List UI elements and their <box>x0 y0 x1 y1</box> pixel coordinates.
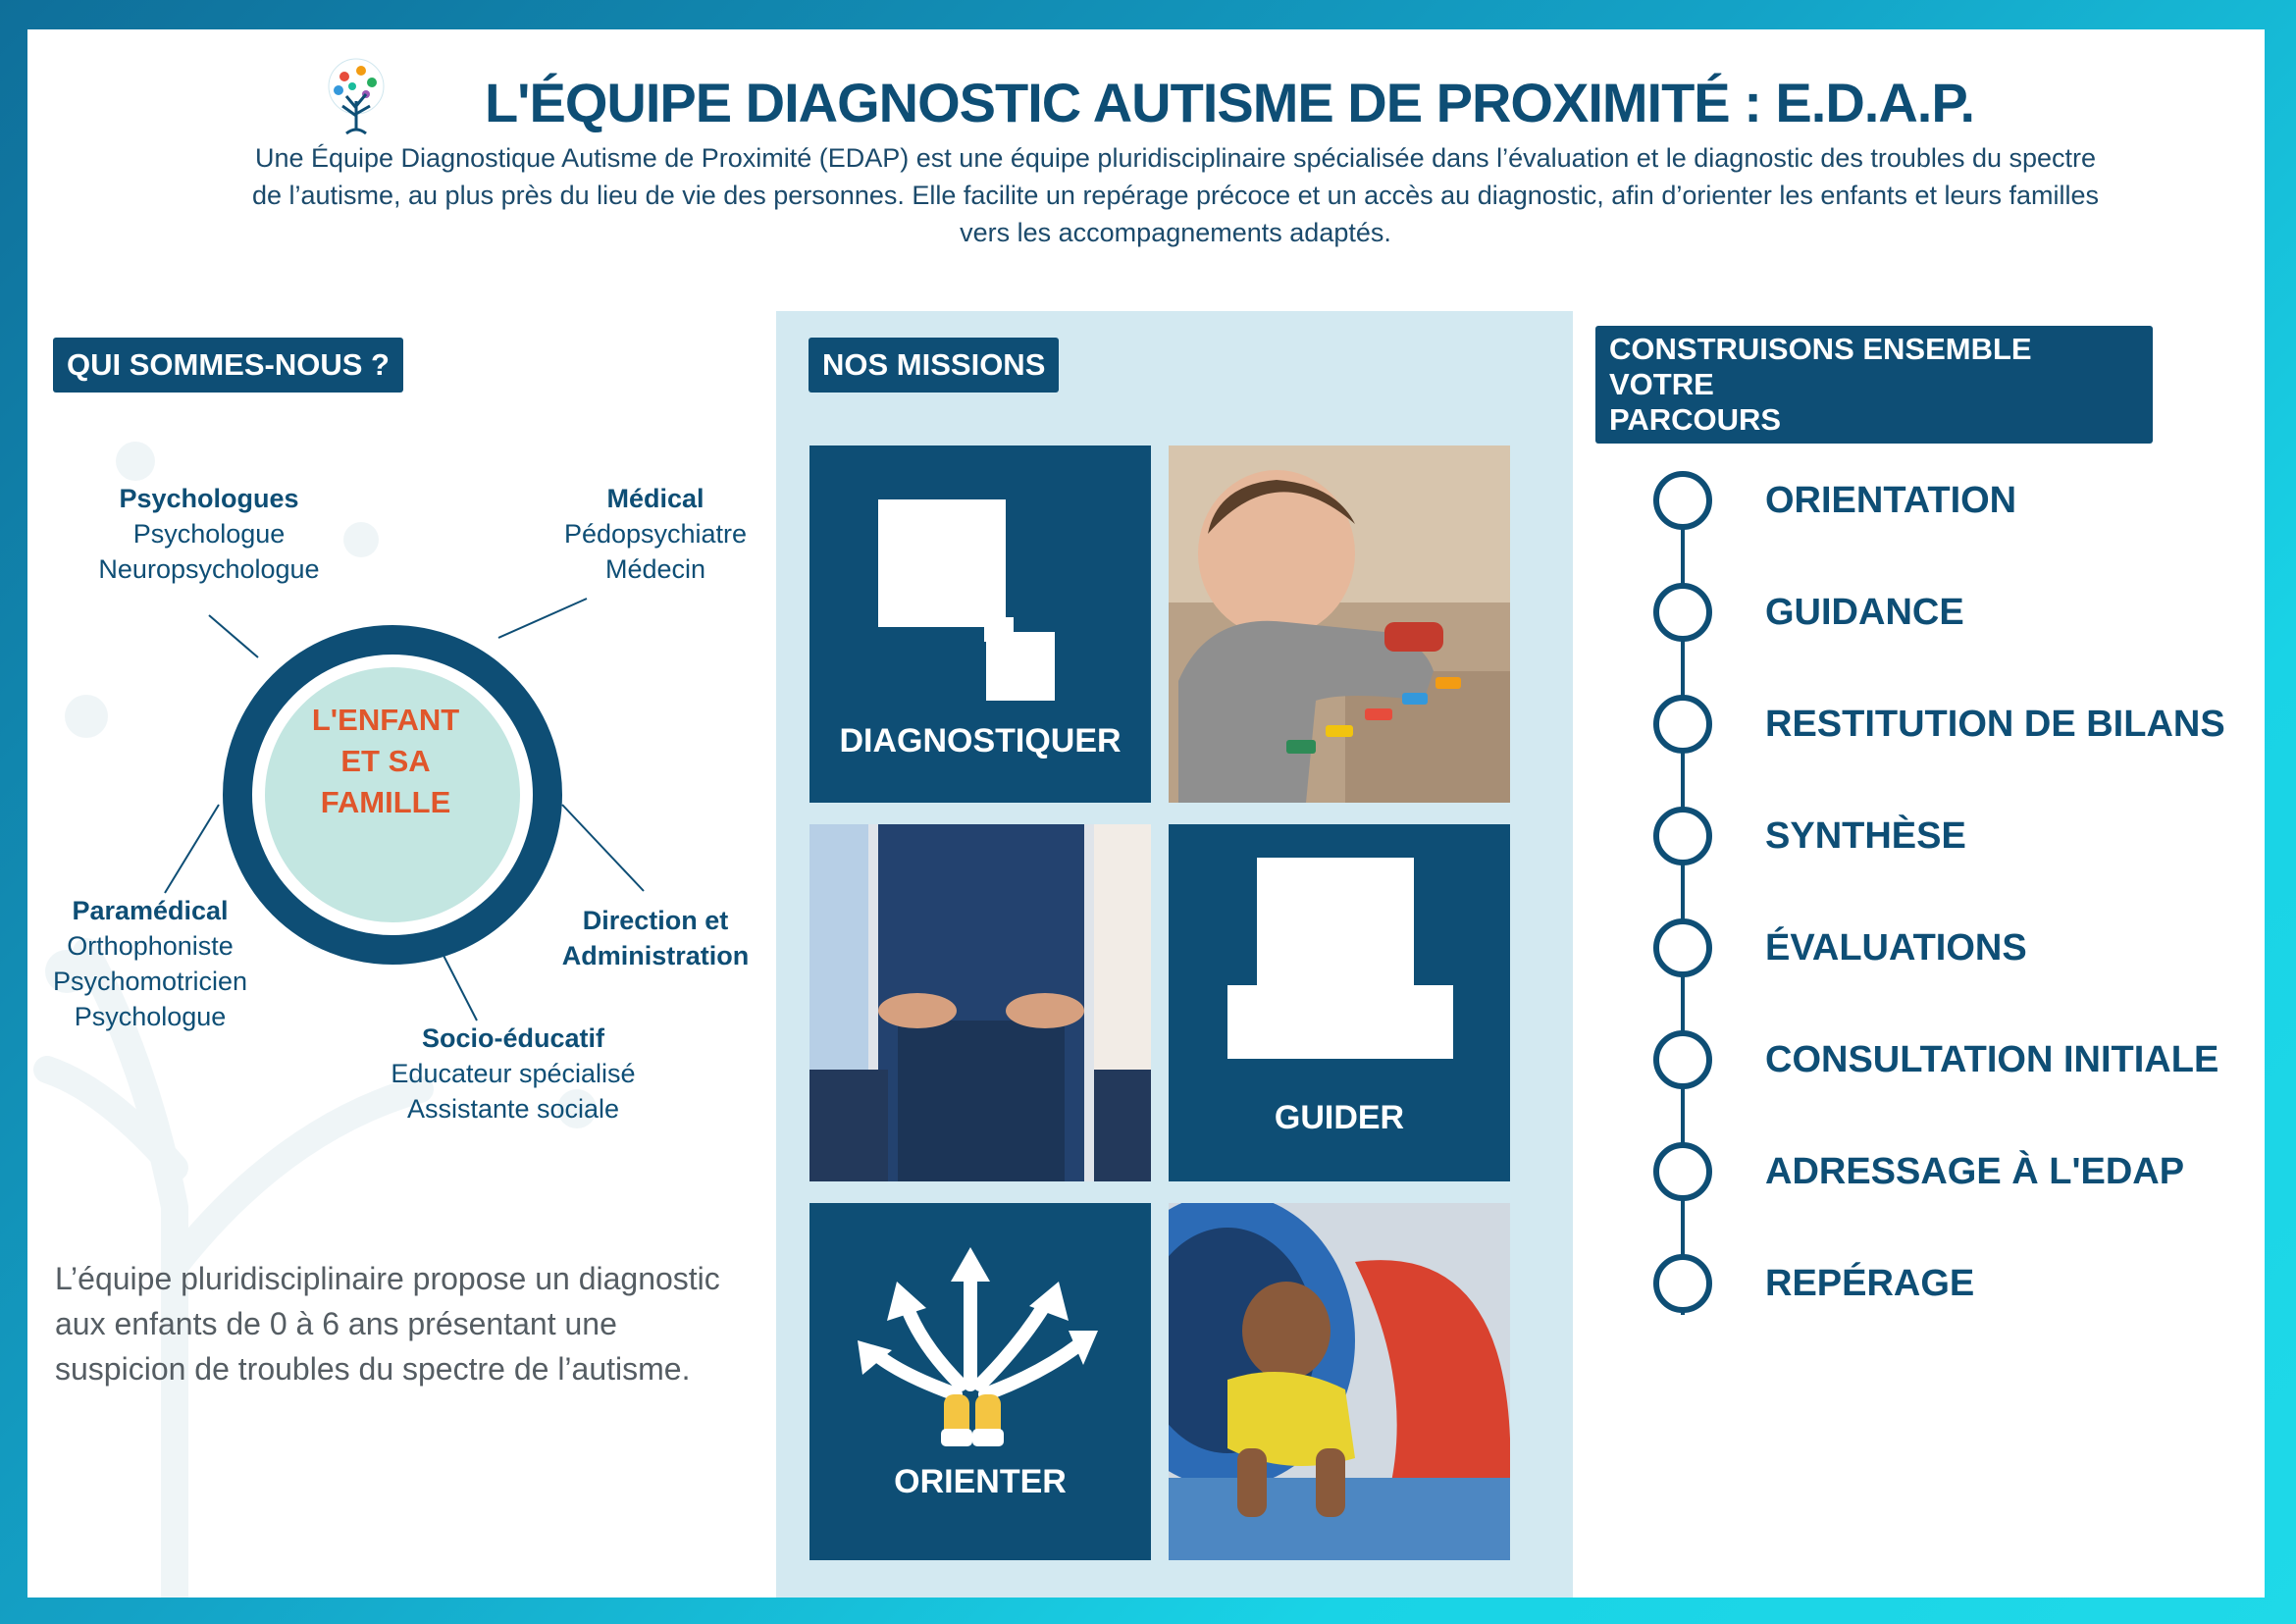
poster <box>27 29 2265 1598</box>
center-line-1: L'ENFANT <box>311 703 460 737</box>
step-label: ORIENTATION <box>1765 479 2017 521</box>
step-circle-icon <box>1653 583 1712 642</box>
mission-tile-orienter <box>809 1203 1151 1560</box>
step-label: RESTITUTION DE BILANS <box>1765 703 2225 745</box>
step-circle-icon <box>1653 807 1712 865</box>
team-description: L’équipe pluridisciplinaire propose un diagnostic aux enfants de 0 à 6 ans présentant une suspicion de troubles du spectre de l’autisme. <box>55 1261 720 1387</box>
direction-arrows-icon <box>853 1237 1108 1453</box>
center-line-2: ET SA <box>340 744 431 778</box>
step-label: GUIDANCE <box>1765 591 1964 633</box>
step-label: REPÉRAGE <box>1765 1262 1975 1304</box>
step-label: CONSULTATION INITIALE <box>1765 1038 2219 1080</box>
mission-tile-guider <box>1169 824 1510 1181</box>
step-circle-icon <box>1653 1142 1712 1201</box>
mission-tile-diagnostiquer <box>809 445 1151 803</box>
display-board-icon <box>1227 858 1463 1064</box>
group-item: Psychomotricien <box>52 967 248 996</box>
group-item: Pédopsychiatre <box>563 519 748 549</box>
step-circle-icon <box>1653 918 1712 977</box>
toddler-tunnel-photo <box>1169 1203 1510 1560</box>
missions-tag: NOS MISSIONS <box>809 338 1059 393</box>
parcours-tag-line-2: PARCOURS <box>1609 402 1782 437</box>
group-title: Administration <box>561 941 750 970</box>
step-circle-icon <box>1653 695 1712 754</box>
step-label: ÉVALUATIONS <box>1765 926 2027 969</box>
parcours-tag <box>1595 326 2153 444</box>
step-adressage <box>1653 1142 2184 1201</box>
group-title: Direction et <box>582 906 729 935</box>
step-guidance <box>1653 583 1964 642</box>
group-direction <box>538 903 773 973</box>
hands-holding-photo <box>809 824 1151 1181</box>
tile-label: DIAGNOSTIQUER <box>839 722 1122 760</box>
group-title: Paramédical <box>72 896 229 925</box>
step-reperage <box>1653 1254 1974 1313</box>
group-paramedical <box>27 893 273 1034</box>
group-item: Psychologue <box>74 1002 227 1031</box>
step-evaluations <box>1653 918 2027 977</box>
group-item: Neuropsychologue <box>98 554 320 584</box>
center-line-3: FAMILLE <box>320 785 451 819</box>
group-medical <box>518 481 793 587</box>
group-item: Psychologue <box>132 519 286 549</box>
group-title: Médical <box>606 484 704 513</box>
group-socio <box>341 1021 685 1126</box>
center-label-child-family <box>258 700 513 823</box>
step-circle-icon <box>1653 1030 1712 1089</box>
step-label: ADRESSAGE À L'EDAP <box>1765 1150 2185 1192</box>
step-orientation <box>1653 471 2016 530</box>
tile-label: GUIDER <box>1274 1099 1405 1136</box>
step-circle-icon <box>1653 1254 1712 1313</box>
intro-paragraph: Une Équipe Diagnostique Autisme de Proximité (EDAP) est une équipe pluridisciplinaire spécialisée dans l’évaluation et le diagnostic des troubles du spectre de l’autisme, au plus près du lieu de vie des personnes. Elle facilite un repérage précoce et un accès au diagnostic, afin d’orienter les enfants et leurs familles vers les accompagnements adaptés. <box>251 143 2100 247</box>
tile-label: ORIENTER <box>894 1463 1067 1500</box>
step-synthese <box>1653 807 1966 865</box>
group-psychologues <box>47 481 371 587</box>
group-title: Psychologues <box>119 484 299 513</box>
who-tag: QUI SOMMES-NOUS ? <box>53 338 403 393</box>
parcours-tag-line-1: CONSTRUISONS ENSEMBLE VOTRE <box>1609 332 2032 401</box>
group-item: Assistante sociale <box>406 1094 620 1124</box>
step-restitution <box>1653 695 2225 754</box>
group-item: Educateur spécialisé <box>391 1059 636 1088</box>
page-title: L'ÉQUIPE DIAGNOSTIC AUTISME DE PROXIMITÉ : E.D.A.P. <box>484 72 1975 133</box>
child-playing-cars-photo <box>1169 445 1510 803</box>
group-title: Socio-éducatif <box>421 1023 605 1053</box>
step-consultation <box>1653 1030 2218 1089</box>
step-label: SYNTHÈSE <box>1765 814 1966 857</box>
puzzle-pieces-icon <box>878 499 1084 706</box>
step-circle-icon <box>1653 471 1712 530</box>
group-item: Orthophoniste <box>67 931 234 961</box>
group-item: Médecin <box>604 554 706 584</box>
